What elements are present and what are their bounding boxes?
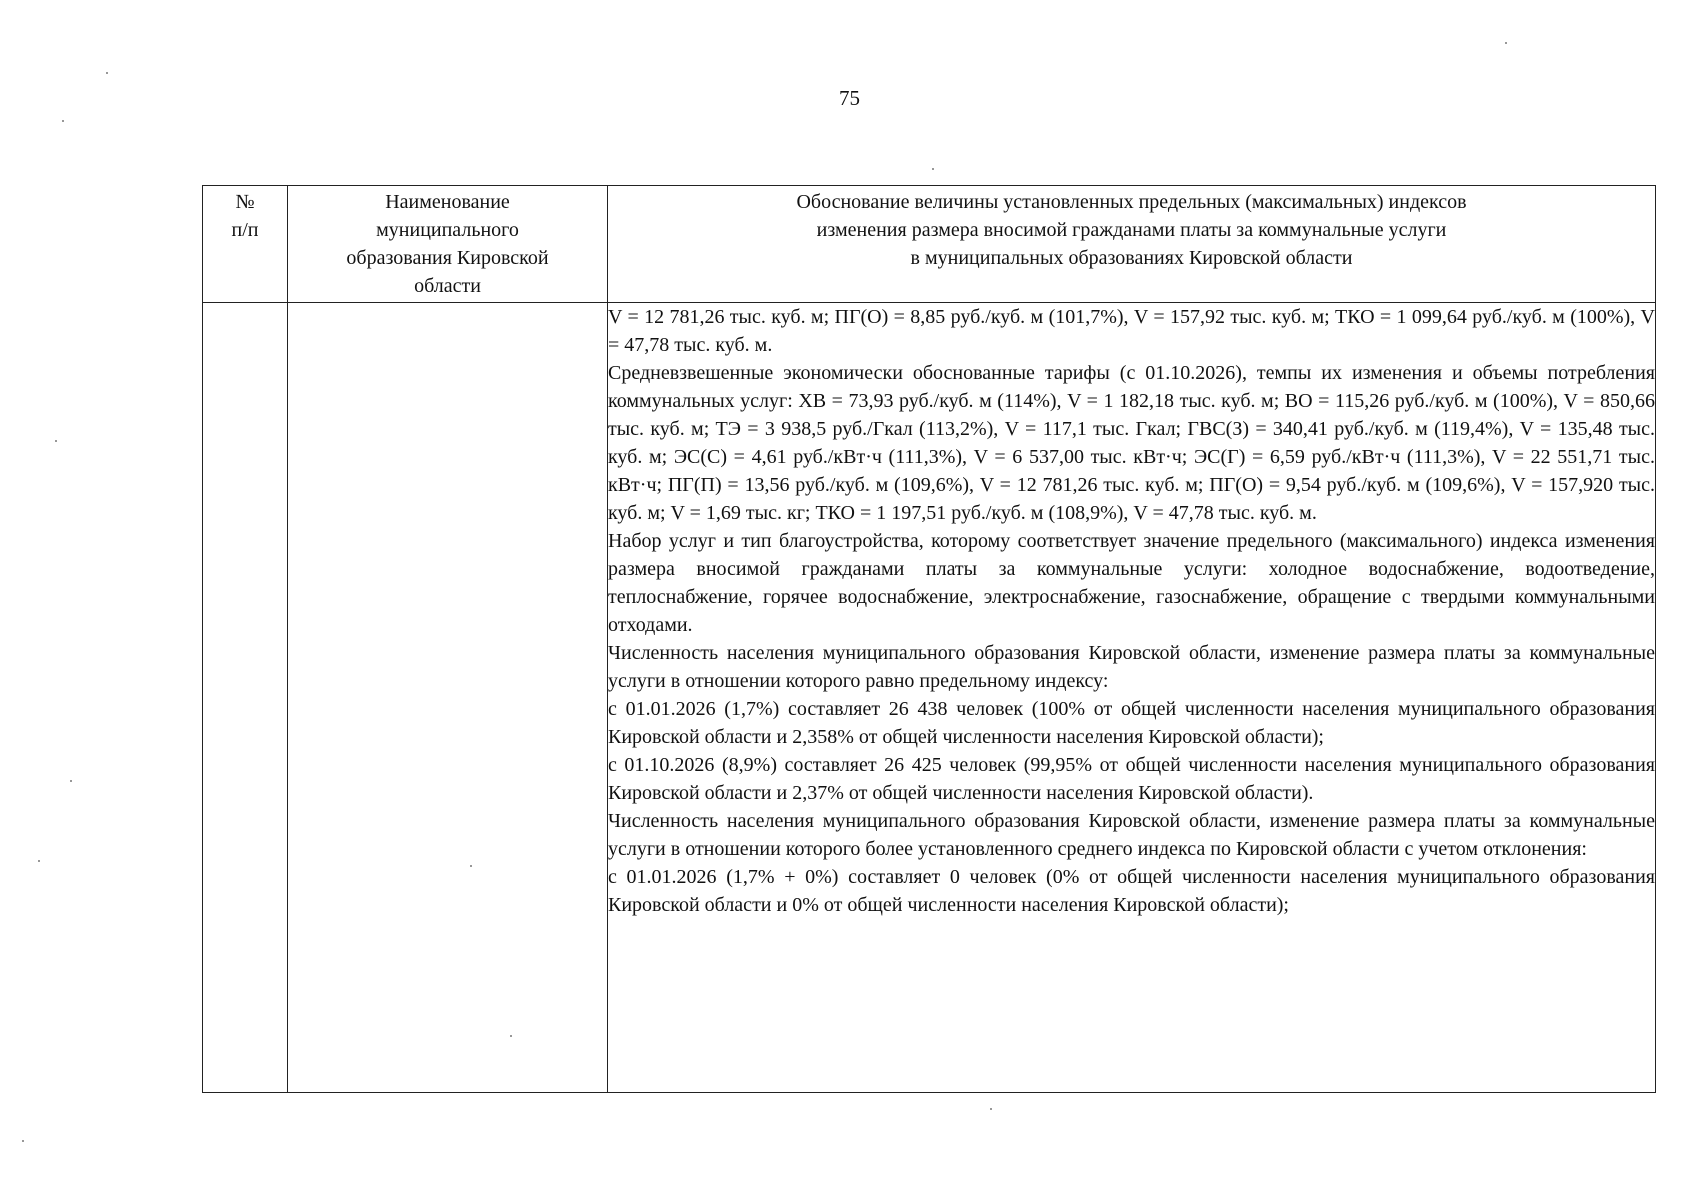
table-header-row xyxy=(203,186,1656,303)
row-justification-cell xyxy=(608,303,1656,1093)
header-justification-cell xyxy=(608,186,1656,303)
scan-speck xyxy=(1505,42,1507,44)
scan-speck xyxy=(932,168,934,170)
scan-speck xyxy=(22,1140,24,1142)
justification-paragraph: Численность населения муниципального образования Кировской области, изменение размера платы за коммунальные услуги в отношении которого равно предельному индексу: xyxy=(608,642,1655,692)
justification-table xyxy=(202,185,1656,1093)
justification-paragraph: Средневзвешенные экономически обоснованные тарифы (с 01.10.2026), темпы их изменения и объемы потребления коммунальных услуг: ХВ = 73,93 руб./куб. м (114%), V = 1 182,18 тыс. куб. м; ВО = 115,26 руб./куб. м (100%), V = 850,66 тыс. куб. м; ТЭ = 3 938,5 руб./Гкал (113,2%), V = 117,1 тыс. Гкал; ГВС(З) = 340,41 руб./куб. м (119,4%), V = 135,48 тыс. куб. м; ЭС(С) = 4,61 руб./кВт·ч (111,3%), V = 6 537,00 тыс. кВт·ч; ЭС(Г) = 6,59 руб./кВт·ч (111,3%), V = 22 551,71 тыс. кВт·ч; ПГ(П) = 13,56 руб./куб. м (109,6%), V = 12 781,26 тыс. куб. м; ПГ(О) = 9,54 руб./куб. м (109,6%), V = 157,920 тыс. куб. м; V = 1,69 тыс. кг; ТКО = 1 197,51 руб./куб. м (108,9%), V = 47,78 тыс. куб. м. xyxy=(608,362,1655,524)
header-name-line: образования Кировской xyxy=(346,247,549,269)
justification-paragraph: Численность населения муниципального образования Кировской области, изменение размера платы за коммунальные услуги в отношении которого более установленного среднего индекса по Кировской области с учетом отклонения: xyxy=(608,810,1655,860)
justification-paragraph: Набор услуг и тип благоустройства, которому соответствует значение предельного (максимального) индекса изменения размера вносимой гражданами платы за коммунальные услуги: холодное водоснабжение, водоотведение, теплоснабжение, горячее водоснабжение, электроснабжение, газоснабжение, обращение с твердыми коммунальными отходами. xyxy=(608,530,1655,636)
header-name-line: муниципального xyxy=(376,219,519,241)
header-justification-line: изменения размера вносимой гражданами платы за коммунальные услуги xyxy=(816,219,1447,241)
header-justification-line: Обоснование величины установленных предельных (максимальных) индексов xyxy=(796,191,1467,213)
scan-speck xyxy=(510,1035,512,1037)
scan-speck xyxy=(990,1108,992,1110)
row-name-cell xyxy=(288,303,608,1093)
header-number-cell xyxy=(203,186,288,303)
scan-speck xyxy=(106,72,108,74)
header-name-line: области xyxy=(414,275,481,297)
scan-speck xyxy=(55,440,57,442)
scan-speck xyxy=(70,780,72,782)
header-justification-line: в муниципальных образованиях Кировской области xyxy=(910,247,1353,269)
scan-speck xyxy=(38,860,40,862)
justification-paragraph: с 01.01.2026 (1,7% + 0%) составляет 0 человек (0% от общей численности населения муниципального образования Кировской области и 0% от общей численности населения Кировской области); xyxy=(608,866,1655,916)
page-number: 75 xyxy=(839,86,860,110)
justification-paragraph: с 01.10.2026 (8,9%) составляет 26 425 человек (99,95% от общей численности населения муниципального образования Кировской области и 2,37% от общей численности населения Кировской области). xyxy=(608,754,1655,804)
header-number-line: № xyxy=(235,191,255,213)
table-row xyxy=(203,303,1656,1093)
justification-paragraph: V = 12 781,26 тыс. куб. м; ПГ(О) = 8,85 руб./куб. м (101,7%), V = 157,92 тыс. куб. м; ТКО = 1 099,64 руб./куб. м (100%), V = 47,78 тыс. куб. м. xyxy=(608,306,1655,356)
header-name-cell xyxy=(288,186,608,303)
scan-speck xyxy=(62,120,64,122)
justification-paragraph: с 01.01.2026 (1,7%) составляет 26 438 человек (100% от общей численности населения муниципального образования Кировской области и 2,358% от общей численности населения Кировской области); xyxy=(608,698,1655,748)
header-number-line: п/п xyxy=(231,219,259,241)
scan-speck xyxy=(470,865,472,867)
header-name-line: Наименование xyxy=(385,191,510,213)
row-number-cell xyxy=(203,303,288,1093)
